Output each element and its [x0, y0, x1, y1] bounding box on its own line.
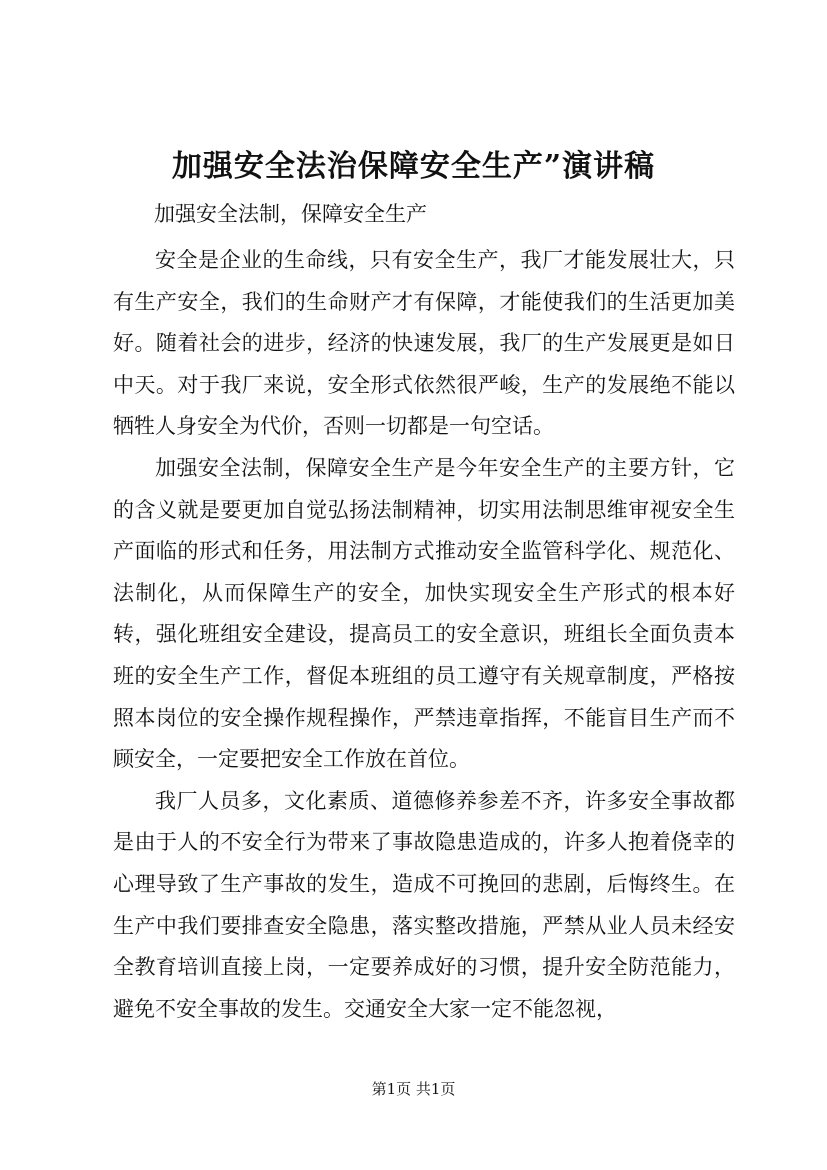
document-title: 加强安全法治保障安全生产”演讲稿 [171, 149, 656, 184]
body-paragraph: 安全是企业的生命线，只有安全生产，我厂才能发展壮大，只有生产安全，我们的生命财产才有保障，才能使我们的生活更加美好。随着社会的进步，经济的快速发展，我厂的生产发展更是如日中天。对于我厂来说，安全形式依然很严峻，生产的发展绝不能以牺牲人身安全为代价，否则一切都是一句空话。 [113, 248, 735, 439]
body-paragraph: 加强安全法制，保障安全生产是今年安全生产的主要方针，它的含义就是要更加自觉弘扬法制精神，切实用法制思维审视安全生产面临的形式和任务，用法制方式推动安全监管科学化、规范化、法制化，从而保障生产的安全，加快实现安全生产形式的根本好转，强化班组安全建设，提高员工的安全意识，班组长全面负责本班的安全生产工作，督促本班组的员工遵守有关规章制度，严格按照本岗位的安全操作规程操作，严禁违章指挥，不能盲目生产而不顾安全，一定要把安全工作放在首位。 [113, 455, 735, 772]
document-subtitle: 加强安全法制，保障安全生产 [154, 202, 427, 226]
document-body [113, 240, 735, 1030]
page-indicator: 第1页 共1页 [371, 1080, 456, 1098]
body-paragraph: 我厂人员多，文化素质、道德修养参差不齐，许多安全事故都是由于人的不安全行为带来了事故隐患造成的，许多人抱着侥幸的心理导致了生产事故的发生，造成不可挽回的悲剧，后悔终生。在生产中我们要排查安全隐患，落实整改措施，严禁从业人员未经安全教育培训直接上岗，一定要养成好的习惯，提升安全防范能力，避免不安全事故的发生。交通安全大家一定不能忽视， [113, 788, 735, 1021]
